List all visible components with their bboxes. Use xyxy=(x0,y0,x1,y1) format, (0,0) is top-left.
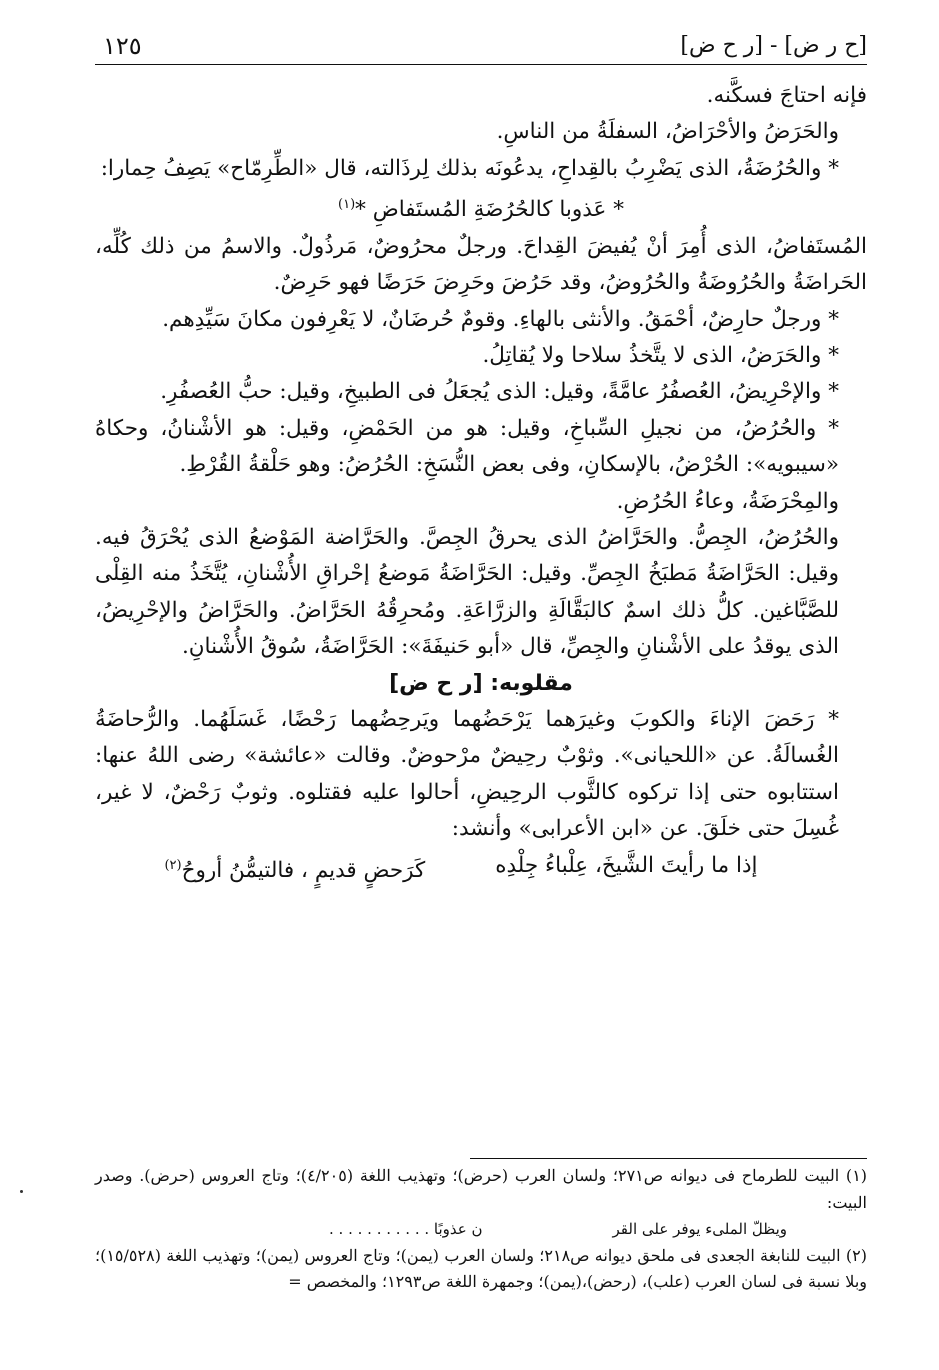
footnotes xyxy=(95,1163,867,1296)
verse-hemistich-second xyxy=(164,848,425,890)
verse-line xyxy=(95,187,867,229)
paragraph: * والحُرُضَةُ، الذى يَضْرِبُ بالقِداحِ، يدعُونَه بذلك لِرذَالته، قال «الطِّرِمّاح» يَصِفُ حِمارا: xyxy=(100,155,839,181)
header-rule xyxy=(95,64,867,65)
paragraph: * رَحَضَ الإناءَ والكوبَ وغيرَهما يَرْحَضُهما ويَرحِضُهما رَحْضًا، غَسَلَهُما. والرُّحاضَةُ الغُسالَةُ. عن «اللحيانى». وثوْبٌ رحِيضٌ مرْحوضٌ. وقالت «عائشة» رضى اللهُ عنها: استتابوه حتى إذا تركوه كالثَّوب الرحِيضِ، أحالوا عليه فقتلوه. وثوبٌ رَحْضٌ، لا غير، غُسِلَ حتى خلَقَ. عن «ابن الأعرابى» وأنشد: xyxy=(95,707,839,842)
footnote-marker: (٢) xyxy=(164,857,182,873)
footnote-2: (٢) البيت للنابغة الجعدى فى ملحق ديوانه ص٢١٨؛ ولسان العرب (يمن)؛ وتاج العروس (يمن)؛ وتهذيب اللغة (١٥/٥٢٨)؛ وبلا نسبة فى لسان العرب (علب)، (رحض)،(يمن)؛ وجمهرة اللغة ص١٢٩٣؛ والمخصص = xyxy=(95,1245,867,1291)
paragraph: * والحُرُضُ، من نجيلِ السِّباخِ، وقيل: هو من الحَمْضِ، وقيل: هو الأشْنانُ، وحكاهُ «سيبويه»: الحُرْضُ، بالإسكانِ، وفى بعض النُّسَخِ: الحُرُضُ: وهو حَلْقةُ القُرْطِ. xyxy=(95,415,839,478)
page-number: ١٢٥ xyxy=(103,32,142,60)
paragraph: المُستَفاضُ، الذى أُمِرَ أنْ يُفيضَ القِداحَ. ورجلٌ محرُوضٌ، مَرذُولٌ. والاسمُ من ذلك كُلِّه، الحَراضَةُ والحُرُوضَةُ والحُرُوضُ، وقد حَرُضَ وحَرِضَ حَرَضًا فهو حَرِضٌ. xyxy=(95,233,867,296)
verse-text: كَرَحضٍ قديمٍ ، فالتيمُّنُ أروحُ xyxy=(181,857,426,883)
paragraph: * والحَرَضُ، الذى لا يتَّخذُ سلاحا ولا يُقاتِلُ. xyxy=(482,343,839,368)
paragraph: والحُرُضُ، الجِصُّ. والحَرَّاضُ الذى يحرقُ الجِصَّ. والحَرَّاضة المَوْضعُ الذى يُحْرَقُ فيه. وقيل: الحَرَّاضَةُ مَطبَخُ الجِصِّ. وقيل: الحَرَّاضَةُ مَوضعُ إحْراقِ الأُشْنانِ، يُتَّخَذُ منه القِلْى للصَّبَّاغين. كلُّ ذلك اسمٌ كالبَقَّالَةِ والزرَّاعَةِ. ومُحرِقُهُ الحَرَّاضُ. والحَرَّاضُ والإحْرِيضُ، الذى يوقدُ على الأشْنانِ والجِصِّ، قال «أبو حَنيفَةَ»: الحَرَّاضَةُ، سُوقُ الأُشْنانِ. xyxy=(95,525,839,660)
verse-couplet xyxy=(95,848,867,890)
section-heading: مقلوبه: [ر ح ض] xyxy=(389,670,573,696)
header-title: [ح ر ض] - [ر ح ض] xyxy=(680,33,867,58)
paragraph: * ورجلٌ حارِضٌ، أحْمَقُ. والأنثى بالهاءِ. وقومٌ حُرضَانٌ، لا يَعْرِفون مكانَ سَيِّدِهم. xyxy=(162,306,839,332)
footnote-1: (١) البيت للطرماح فى ديوانه ص٢٧١؛ ولسان العرب (حرض)؛ وتهذيب اللغة (٤/٢٠٥)؛ وتاج العروس (حرض). وصدر البيت: xyxy=(95,1166,868,1212)
margin-mark xyxy=(20,1190,23,1193)
paragraph: والمِحْرَضَةُ، وعاءُ الحُرُضِ. xyxy=(616,488,839,514)
main-text xyxy=(95,78,867,889)
footnote-rule xyxy=(470,1158,867,1159)
footnote-verse-second: ن عذوبًا . . . . . . . . . . . xyxy=(329,1220,483,1238)
paragraph: فإنه احتاجَ فسكَّنه. xyxy=(706,83,867,108)
paragraph: والحَرَضُ والأحْرَاضُ، السفلَةُ من الناسِ. xyxy=(496,119,839,145)
paragraph: * والإحْرِيضُ، العُصفُرُ عامَّةً، وقيل: الذى يُجعَلُ فى الطبيخِ، وقيل: حبُّ العُصفُرِ. xyxy=(160,379,839,405)
footnote-verse xyxy=(95,1216,867,1243)
footnote-verse-first: ويظلّ الملىء يوفر على القر xyxy=(612,1220,787,1238)
verse-text: * عَذوبا كالحُرُضَةِ المُستَفاضِ * xyxy=(355,197,624,223)
page-header xyxy=(95,30,867,62)
verse-hemistich-first: إذا ما رأيتَ الشَّيخَ، عِلْباءُ جِلْدِه xyxy=(495,852,758,878)
footnote-marker: (١) xyxy=(338,197,356,213)
